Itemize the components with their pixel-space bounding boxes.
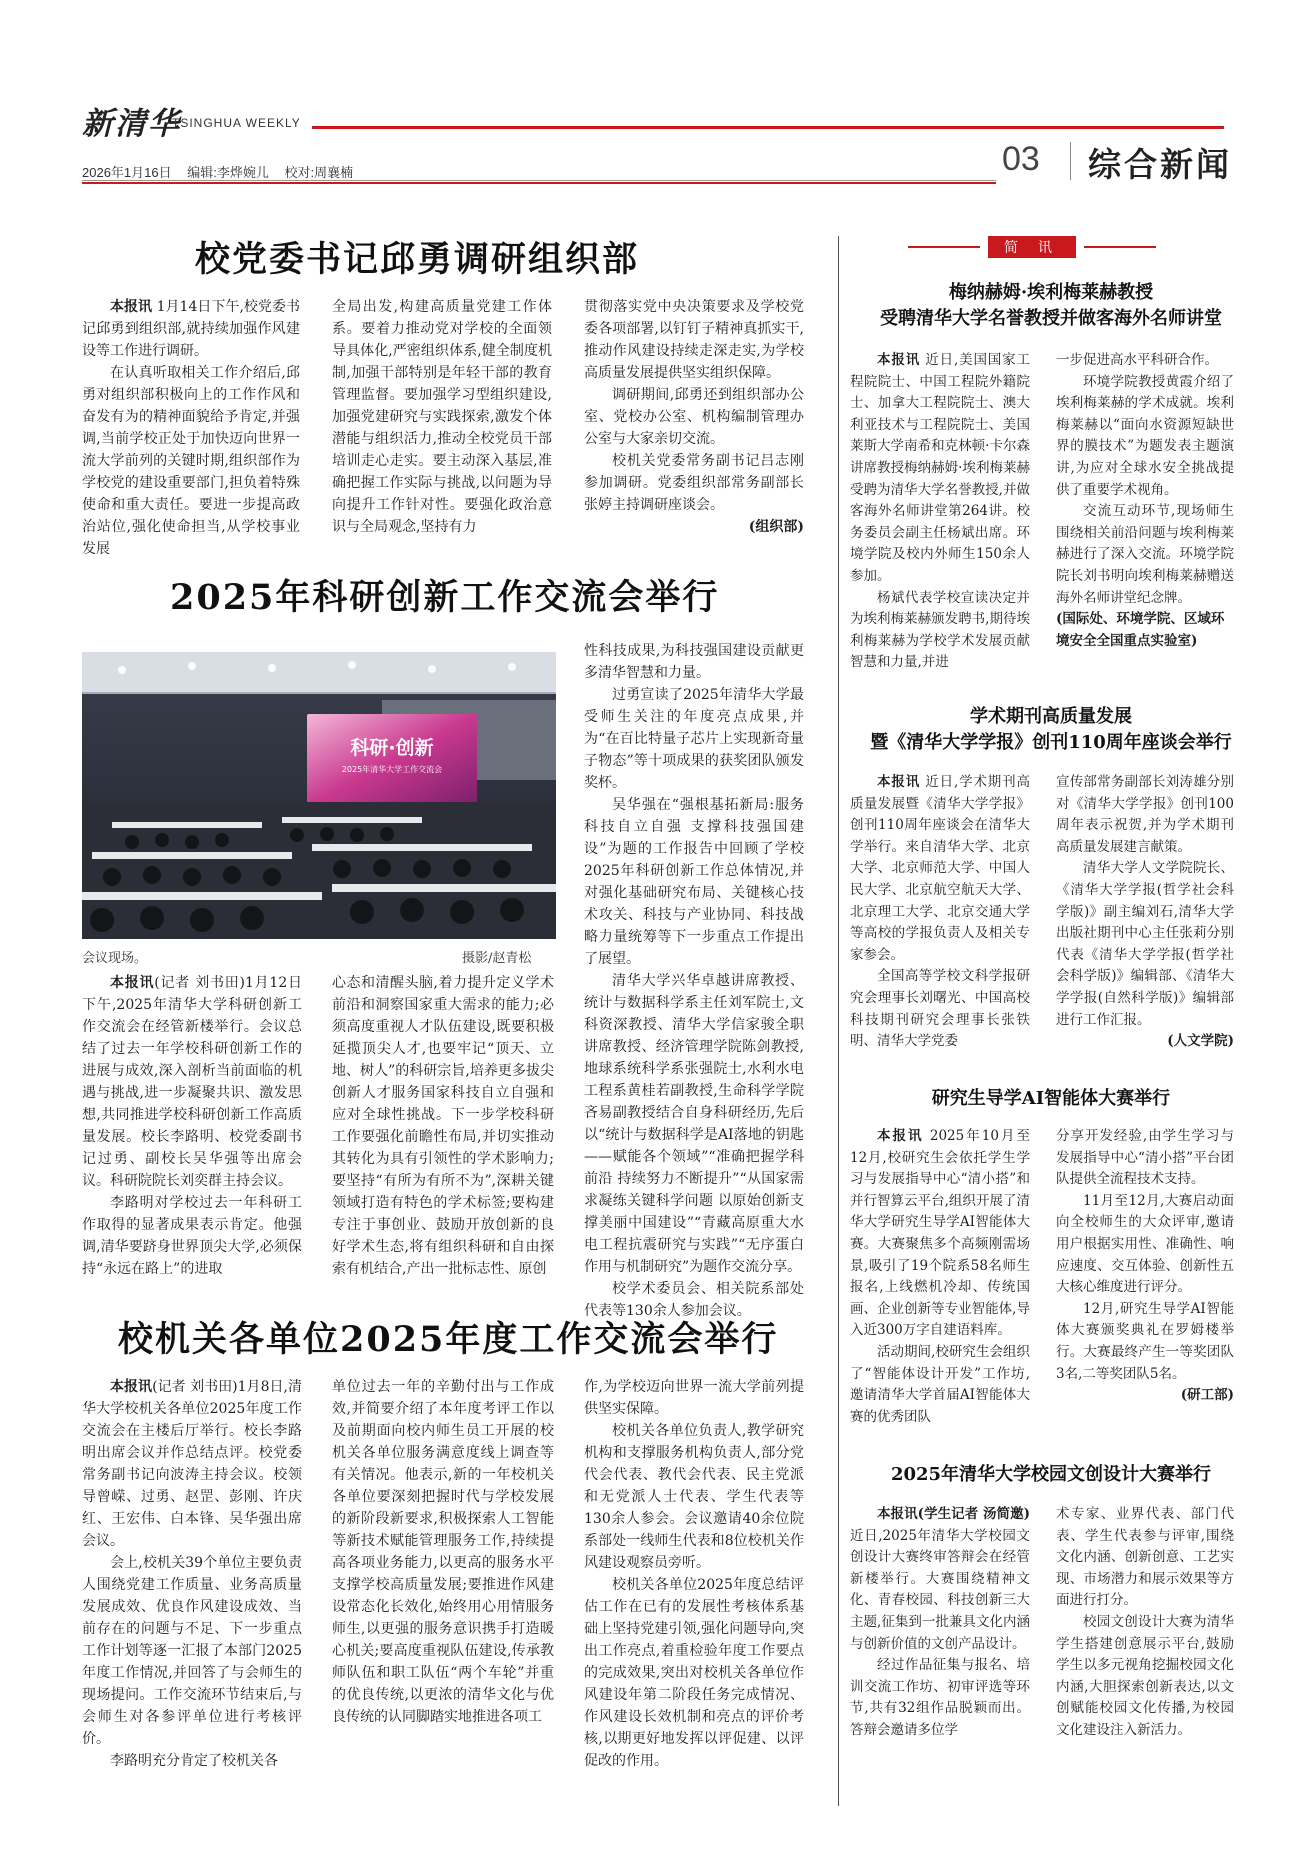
- article1-para: 调研期间,邱勇还到组织部办公室、党校办公室、机构编制管理办公室与大家亲切交流。: [584, 387, 804, 447]
- page-number: 03: [1002, 140, 1040, 178]
- brief4-col1: [850, 1504, 1030, 1742]
- article3-col3: [584, 1376, 804, 1772]
- issue-date: 2026年1月16日: [82, 165, 172, 180]
- article2-para: 校学术委员会、相关院系部处代表等130余人参加会议。: [584, 1281, 804, 1319]
- brief1-title-line1: 梅纳赫姆·埃利梅莱赫教授: [948, 282, 1154, 303]
- article1-para: 1月14日下午,校党委书记邱勇到组织部,就持续加强作风建设等工作进行调研。: [82, 299, 301, 359]
- article3-para: 会上,校机关39个单位主要负责人围绕党建工作质量、业务高质量发展成效、优良作风建设成效、当前存在的问题与不足、下一步重点工作计划等逐一汇报了本部门2025年度工作情况,并回答了与会师生的现场提问。工作交流环节结束后,与会师生对各参评单位进行考核评价。: [82, 1555, 302, 1747]
- brief2-title-line1: 学术期刊高质量发展: [970, 706, 1132, 727]
- article2-col2: [332, 972, 554, 1280]
- article1-para: 贯彻落实党中央决策要求及学校党委各项部署,以钉钉子精神真抓实干,推动作风建设持续走深走实,为学校高质量发展提供坚实组织保障。: [584, 299, 804, 381]
- photo-credit: 摄影/赵青松: [462, 951, 532, 966]
- article2-title: 2025年科研创新工作交流会举行: [170, 577, 720, 618]
- dateline: [82, 162, 365, 181]
- brief3-source: (研工部): [1180, 1387, 1234, 1404]
- article2-col1: [82, 972, 302, 1280]
- article3-para: 李路明充分肯定了校机关各: [110, 1753, 278, 1769]
- brief1-col1: [850, 350, 1030, 674]
- brief2-para: 全国高等学校文科学报研究会理事长刘曙光、中国高校科技期刊研究会理事长张铁明、清华大学党委: [850, 968, 1030, 1050]
- article1-source: (组织部): [748, 519, 804, 535]
- brief-rule-left: [908, 246, 980, 248]
- brief2-title: [856, 702, 1246, 754]
- brief2-title-line2: 暨《清华大学学报》创刊110周年座谈会举行: [870, 732, 1232, 753]
- brief2-para: 宣传部常务副部长刘涛雄分别对《清华大学学报》创刊100周年表示祝贺,并为学术期刊高质量发展建言献策。: [1056, 774, 1234, 855]
- brief1-lead: 本报讯: [877, 352, 921, 368]
- article1-para: 全局出发,构建高质量党建工作体系。要着力推动党对学校的全面领导具体化,严密组织体系,健全制度机制,加强干部特别是年轻干部的教育管理监督。要加强学习型组织建设,加强党建研究与实践探索,激发个体潜能与组织活力,推动全校党员干部培训走心走实。要主动深入基层,准确把握工作实际与挑战,以问题为导向提升工作针对性。要强化政治意识与全局观念,坚持有力: [332, 299, 552, 535]
- brief1-para: 杨斌代表学校宣读决定并为埃利梅莱赫颁发聘书,期待埃利梅莱赫为学校学术发展贡献智慧和力量,并进: [850, 589, 1030, 671]
- brief3-para: 12月,研究生导学AI智能体大赛颁奖典礼在罗姆楼举行。大赛最终产生一等奖团队3名,二等奖团队5名。: [1056, 1300, 1234, 1382]
- brief3-para: 活动期间,校研究生会组织了“智能体设计开发”工作坊,邀请清华大学首届AI智能体大赛的优秀团队: [850, 1343, 1030, 1425]
- masthead-brand: 新清华: [82, 106, 181, 142]
- brief1-para: 一步促进高水平科研合作。: [1056, 352, 1218, 368]
- brief1-col2: [1056, 350, 1234, 652]
- article2-para: 1月12日下午,2025年清华大学科研创新工作交流会在经管新楼举行。会议总结了过去一年学校科研创新工作的进展与成效,深入剖析当前面临的机遇与挑战,进一步凝聚共识、激发思想,共同推进学校科研创新工作高质量发展。校长李路明、校党委副书记过勇、副校长吴华强等出席会议。科研院院长刘奕群主持会议。: [82, 975, 303, 1189]
- brief1-para: 环境学院教授黄霞介绍了埃利梅莱赫的学术成就。埃利梅莱赫以“面向水资源短缺世界的膜技术”为题发表主题演讲,为应对全球水安全挑战提供了重要学术视角。: [1056, 373, 1234, 498]
- article2-col3: [584, 640, 804, 1322]
- brief1-title-line2: 受聘清华大学名誉教授并做客海外名师讲堂: [880, 308, 1222, 329]
- article1-col2: [332, 296, 552, 538]
- article3-reporter: (记者 刘书田): [152, 1379, 238, 1395]
- brief4-col2: [1056, 1504, 1234, 1742]
- article1-lead: 本报讯: [110, 299, 153, 315]
- brief3-para: 2025年10月至12月,校研究生会依托学生学习与发展指导中心“清小搭”和并行智算云平台,组织开展了清华大学研究生导学AI智能体大赛。大赛聚焦多个高频刚需场景,吸引了19个院系58名师生报名,上线燃机冷却、传统国画、企业创新等专业智能体,导入近300万字自建语料库。: [850, 1128, 1030, 1339]
- brief4-reporter: (学生记者 汤简邀): [917, 1506, 1031, 1522]
- conference-photo: [82, 652, 556, 939]
- article2-para: 李路明对学校过去一年科研工作取得的显著成果表示肯定。他强调,清华要跻身世界顶尖大学,必须保持“永远在路上”的进取: [82, 1195, 302, 1277]
- brief3-col2: [1056, 1126, 1234, 1407]
- brief4-title: 2025年清华大学校园文创设计大赛举行: [890, 1464, 1212, 1485]
- article3-para: 1月8日,清华大学校机关各单位2025年度工作交流会在主楼后厅举行。校长李路明出席会议并作总结点评。校党委常务副书记向波涛主持会议。校领导曾嵘、过勇、赵罡、彭刚、许庆红、王宏伟、白本锋、吴华强出席会议。: [82, 1379, 303, 1549]
- brief3-col1: [850, 1126, 1030, 1428]
- masthead-brand-en: TSINGHUA WEEKLY: [172, 116, 301, 130]
- column-divider: [838, 236, 839, 1806]
- article2-para: 吴华强在“强根基拓新局:服务科技自立自强 支撑科技强国建设”为题的工作报告中回顾了学校2025年科研创新工作总体情况,并对强化基础研究布局、关键核心技术攻关、科技与产业协同、科技战略力量统筹等下一步重点工作提出了展望。: [584, 797, 804, 967]
- section-title: 综合新闻: [1088, 145, 1232, 184]
- brief3-lead: 本报讯: [877, 1128, 924, 1144]
- brief-badge: 简 讯: [988, 236, 1076, 258]
- brief2-para: 清华大学人文学院院长、《清华大学学报(哲学社会科学版)》副主编刘石,清华大学出版社期刊中心主任张莉分别代表《清华大学学报(哲学社会科学版)》编辑部、《清华大学学报(自然科学版)》编辑部进行工作汇报。: [1056, 860, 1234, 1028]
- brief3-para: 11月至12月,大赛启动面向全校师生的大众评审,邀请用户根据实用性、准确性、响应速度、交互体验、创新性五大核心维度进行评分。: [1056, 1192, 1234, 1296]
- article3-col1: [82, 1376, 302, 1772]
- brief2-col1: [850, 772, 1030, 1053]
- article1-col1: [82, 296, 300, 560]
- brief4-lead: 本报讯: [877, 1506, 918, 1522]
- brief4-para: 近日,2025年清华大学校园文创设计大赛终审答辩会在经管新楼举行。大赛围绕精神文化、青春校园、科技创新三大主题,征集到一批兼具文化内涵与创新价值的文创产品设计。: [850, 1527, 1030, 1652]
- photo-banner-text: 科研·创新: [350, 737, 434, 759]
- article1-para: 在认真听取相关工作介绍后,邱勇对组织部积极向上的工作作风和奋发有为的精神面貌给予肯定,并强调,当前学校正处于加快迈向世界一流大学前列的关键时期,组织部作为学校党的建设重要部门,担负着特殊使命和重大责任。要进一步提高政治站位,强化使命担当,从学校事业发展: [82, 365, 300, 557]
- brief2-lead: 本报讯: [877, 774, 921, 790]
- brief1-source: (国际处、环境学院、区域环境安全全国重点实验室): [1056, 611, 1225, 649]
- article3-para: 校机关各单位2025年度总结评估工作在已有的发展性考核体系基础上坚持党建引领,强化问题导向,突出工作亮点,着重检验年度工作要点的完成效果,突出对校机关各单位作风建设年第二阶段任务完成情况、作风建设长效机制和亮点的评价考核,以期更好地发挥以评促建、以评促改的作用。: [584, 1577, 804, 1769]
- article2-para: 性科技成果,为科技强国建设贡献更多清华智慧和力量。: [584, 643, 804, 681]
- article3-title: 校机关各单位2025年度工作交流会举行: [118, 1319, 779, 1360]
- article3-para: 单位过去一年的辛勤付出与工作成效,并简要介绍了本年度考评工作以及前期面向校内师生员工开展的校机关各单位服务满意度线上调查等有关情况。他表示,新的一年校机关各单位要深刻把握时代与学校发展的新阶段新要求,积极探索人工智能等新技术赋能管理服务工作,持续提高各项业务能力,以更高的服务水平支撑学校高质量发展;要推进作风建设常态化长效化,始终用心用情服务师生,以更强的服务意识携手打造暖心机关;要高度重视队伍建设,传承教师队伍和职工队伍“两个车轮”并重的优良传统,以更浓的清华文化与优良传统的认同脚踏实地推进各项工: [332, 1379, 554, 1725]
- brief2-para: 近日,学术期刊高质量发展暨《清华大学学报》创刊110周年座谈会在清华大学举行。来自清华大学、北京大学、北京师范大学、中国人民大学、北京航空航天大学、北京理工大学、北京交通大学等高校的学报负责人及相关专家参会。: [850, 774, 1031, 963]
- brief1-para: 近日,美国国家工程院院士、中国工程院外籍院士、加拿大工程院院士、澳大利亚技术与工程院院士、美国莱斯大学南希和克林顿·卡尔森讲席教授梅纳赫姆·埃利梅莱赫受聘为清华大学名誉教授,并做客海外名师讲堂第264讲。校务委员会副主任杨斌出席。环境学院及校内外师生150余人参加。: [850, 352, 1031, 584]
- proofreader: 校对:周襄楠: [284, 165, 354, 180]
- brief4-para: 校园文创设计大赛为清华学生搭建创意展示平台,鼓励学生以多元视角挖掘校园文化内涵,大胆探索创新表达,以文创赋能校园文化传播,为校园文化建设注入新活力。: [1056, 1613, 1234, 1738]
- article2-para: 过勇宣读了2025年清华大学最受师生关注的年度亮点成果,并为“在百比特量子芯片上实现新奇量子物态”等十项成果的获奖团队颁发奖杯。: [584, 687, 804, 791]
- editor: 编辑:李烨婉儿: [187, 165, 269, 180]
- brief3-title: 研究生导学AI智能体大赛举行: [931, 1088, 1171, 1109]
- header-divider: [1070, 142, 1071, 180]
- brief-rule-right: [1084, 246, 1156, 248]
- brief1-title: [856, 278, 1246, 330]
- article3-para: 作,为学校迈向世界一流大学前列提供坚实保障。: [584, 1379, 804, 1417]
- article1-para: 校机关党委常务副书记吕志刚参加调研。党委组织部常务副部长张婷主持调研座谈会。: [584, 453, 804, 513]
- article1-col3: [584, 296, 804, 538]
- photo-subtitle-text: 2025年清华大学工作交流会: [341, 765, 443, 774]
- article3-col2: [332, 1376, 554, 1728]
- header-rule: [82, 180, 996, 181]
- brief2-col2: [1056, 772, 1234, 1053]
- article3-para: 校机关各单位负责人,教学研究机构和支撑服务机构负责人,部分党代会代表、教代会代表、民主党派和无党派人士代表、学生代表等130余人参会。会议邀请40余位院系部处一线师生代表和8位校机关作风建设观察员旁听。: [584, 1423, 804, 1571]
- brief1-para: 交流互动环节,现场师生围绕相关前沿问题与埃利梅莱赫进行了深入交流。环境学院院长刘书明向埃利梅莱赫赠送海外名师讲堂纪念牌。: [1056, 503, 1234, 606]
- article3-lead: 本报讯: [110, 1379, 153, 1395]
- brief4-para: 术专家、业界代表、部门代表、学生代表参与评审,围绕文化内涵、创新创意、工艺实现、市场潜力和展示效果等方面进行打分。: [1056, 1506, 1234, 1609]
- brief3-para: 分享开发经验,由学生学习与发展指导中心“清小搭”平台团队提供全流程技术支持。: [1056, 1128, 1234, 1188]
- article2-para: 心态和清醒头脑,着力提升定义学术前沿和洞察国家重大需求的能力;必须高度重视人才队伍建设,既要积极延揽顶尖人才,也要牢记“顶天、立地、树人”的科研宗旨,培养更多拔尖创新人才服务国家科技自立自强和应对全球性挑战。下一步学校科研工作要强化前瞻性布局,并切实推动其转化为具有引领性的学术影响力;要坚持“有所为有所不为”,深耕关键领域打造有特色的学术标签;要构建专注于事创业、鼓励开放创新的良好学术生态,将有组织科研和自由探索有机结合,产出一批标志性、原创: [332, 975, 554, 1277]
- article2-reporter: (记者 刘书田): [154, 975, 245, 991]
- article1-title: 校党委书记邱勇调研组织部: [195, 239, 640, 280]
- brief4-para: 经过作品征集与报名、培训交流工作坊、初审评选等环节,共有32组作品脱颖而出。答辩会邀请多位学: [850, 1657, 1030, 1738]
- brief2-source: (人文学院): [1167, 1033, 1234, 1050]
- masthead-red-rule: [312, 126, 1224, 129]
- header-red-rule: [82, 182, 996, 184]
- photo-caption: 会议现场。: [82, 951, 148, 966]
- article2-lead: 本报讯: [110, 975, 155, 991]
- article2-para: 清华大学兴华卓越讲席教授、统计与数据科学系主任刘军院士,文科资深教授、清华大学信家骏全职讲席教授、经济管理学院陈剑教授,地球系统科学系张强院士,水利水电工程系黄桂若副教授,生命科学学院吝易副教授结合自身科研经历,先后以“统计与数据科学是AI落地的钥匙——赋能各个领域”“准确把握学科前沿 持续努力不断提升”“从国家需求凝练关键科学问题 以原始创新支撑美丽中国建设”“青藏高原重大水电工程抗震研究与实践”“无序蛋白作用与机制研究”为题作交流分享。: [584, 973, 804, 1275]
